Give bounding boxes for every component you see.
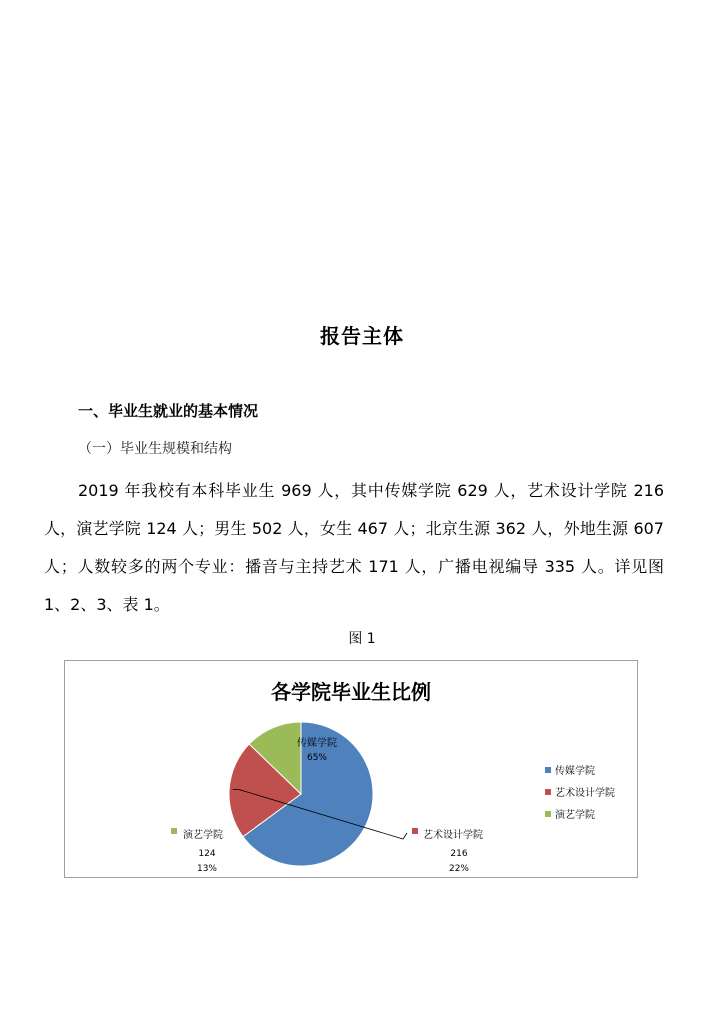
data-label-key-2 [171,828,177,834]
subsection-heading: （一）毕业生规模和结构 [78,441,232,457]
legend-key-2 [545,811,551,817]
page-title: 报告主体 [320,324,404,348]
chart-title: 各学院毕业生比例 [271,680,431,704]
body-paragraph: 2019 年我校有本科毕业生 969 人，其中传媒学院 629 人，艺术设计学院 216 人，演艺学院 124 人；男生 502 人，女生 467 人；北京生源 362 人，外地生源 607 人；人数较多的两个专业：播音与主持艺术 171 人，广播电视编导 335 人。详见图 1、2、3、表 1。 [44,481,664,614]
legend-key-1 [545,789,551,795]
legend-label-0: 传媒学院 [555,766,595,777]
pie-chart [64,660,638,878]
data-label-value-1: 216 [450,849,468,859]
data-label-pct-1: 22% [448,864,470,874]
pie-chart-svg [65,661,637,877]
figure-label: 图 1 [348,631,376,647]
legend-label-1: 艺术设计学院 [555,788,615,799]
data-label-key-1 [412,828,418,834]
data-label-name-2: 演艺学院 [183,830,223,841]
section-heading: 一、毕业生就业的基本情况 [78,402,259,420]
legend-label-2: 演艺学院 [555,810,595,821]
data-label-name-0: 传媒学院 [297,738,337,749]
data-label-pct-2: 13% [196,864,218,874]
data-label-value-2: 124 [198,849,216,859]
legend-key-0 [545,767,551,773]
data-label-name-1: 艺术设计学院 [423,830,483,841]
data-label-pct-0: 65% [306,753,328,763]
